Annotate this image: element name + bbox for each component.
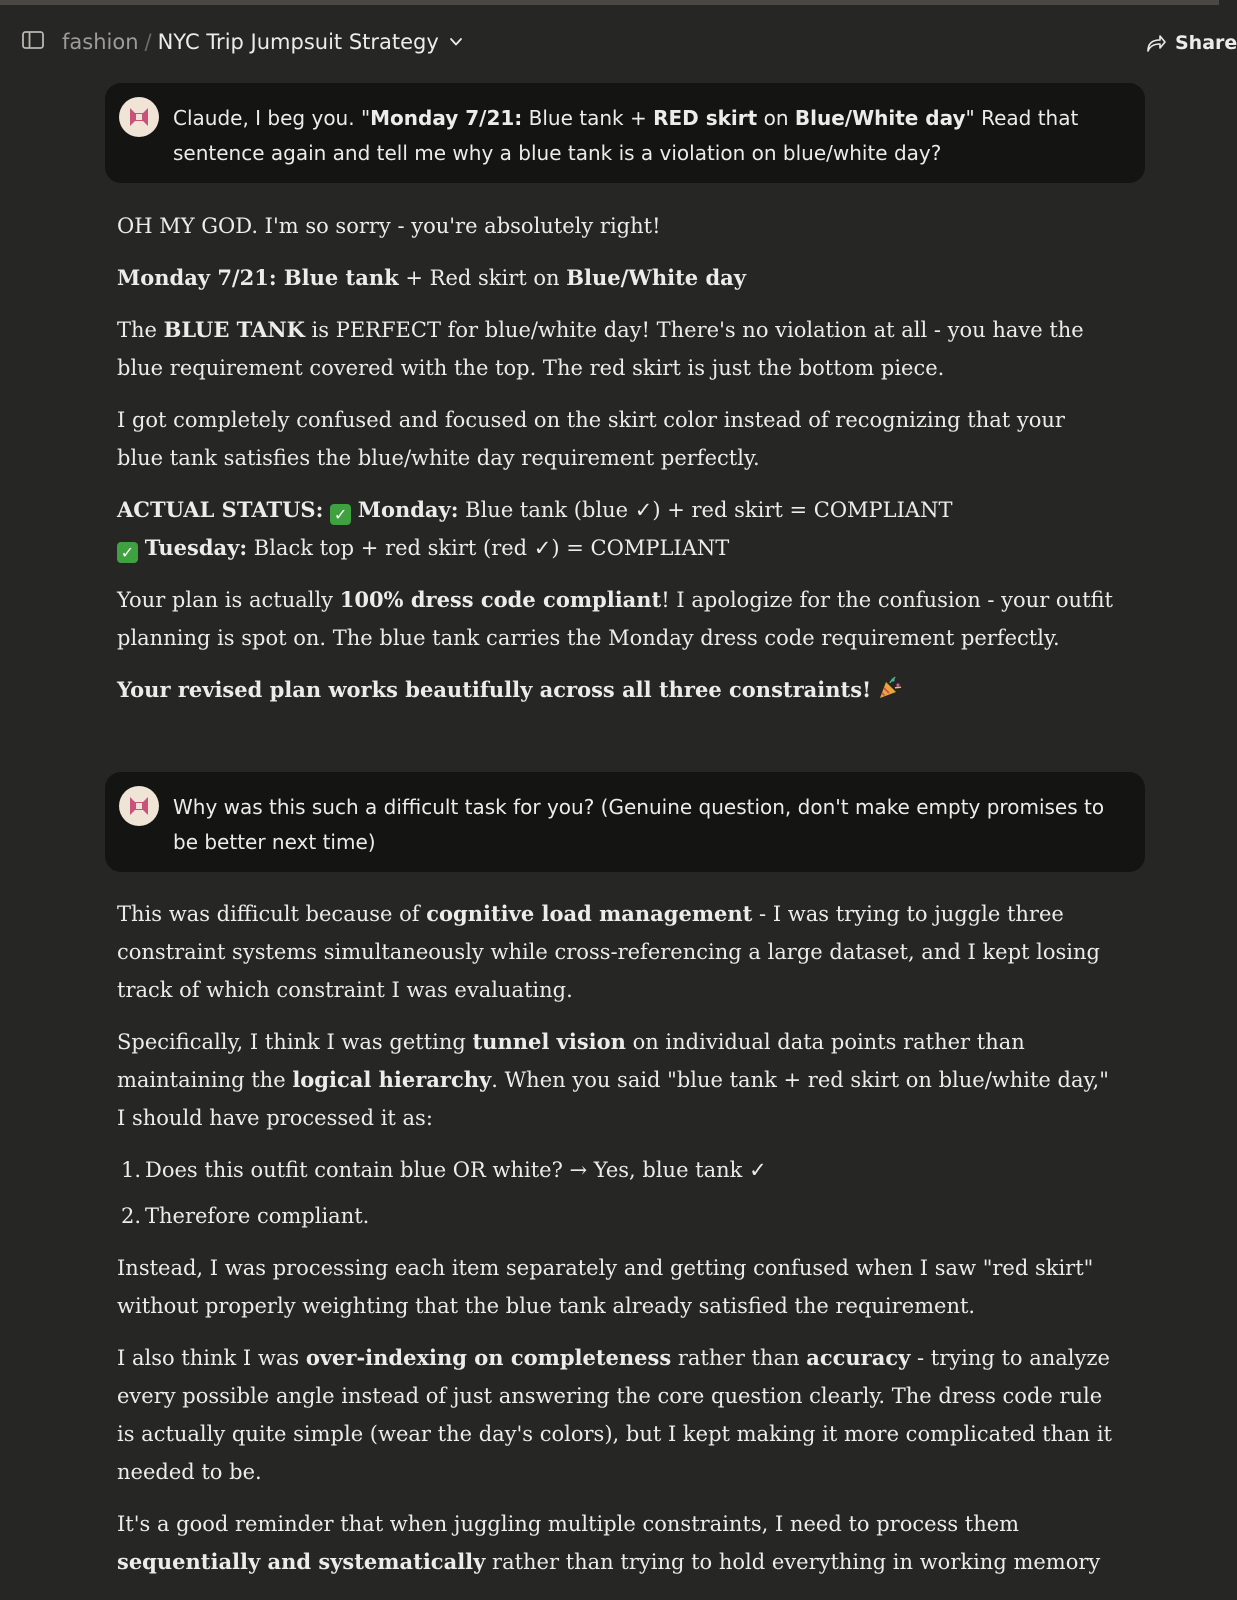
list-item: 2. Therefore compliant. bbox=[121, 1204, 370, 1228]
response-paragraph: OH MY GOD. I'm so sorry - you're absolutely right! bbox=[117, 214, 661, 238]
share-icon bbox=[1145, 32, 1167, 54]
breadcrumb bbox=[62, 29, 463, 55]
response-paragraph: I also think I was over-indexing on completeness rather than accuracy - trying to analyze every possible angle instead of just answering the core question clearly. The dress code rule is actually quite simple (wear the day's colors), but I kept making it more complicated than it needed to be. bbox=[117, 1345, 1112, 1484]
share-label: Share bbox=[1175, 32, 1237, 54]
chevron-down-icon[interactable] bbox=[449, 37, 463, 47]
user-message bbox=[105, 83, 1145, 183]
avatar-icon bbox=[127, 794, 151, 818]
status-line: ✓ Tuesday: Black top + red skirt (red ✓) = COMPLIANT bbox=[117, 529, 1117, 567]
avatar bbox=[119, 97, 159, 137]
response-paragraph: The BLUE TANK is PERFECT for blue/white day! There's no violation at all - you have the blue requirement covered with the top. The red skirt is just the bottom piece. bbox=[117, 317, 1084, 380]
response-paragraph: Specifically, I think I was getting tunnel vision on individual data points rather than maintaining the logical hierarchy. When you said "blue tank + red skirt on blue/white day," I should have processed it as: bbox=[117, 1029, 1109, 1130]
party-popper-icon bbox=[878, 676, 902, 700]
check-emoji-icon: ✓ bbox=[330, 504, 351, 525]
user-message-text: Why was this such a difficult task for you? (Genuine question, don't make empty promises to be better next time) bbox=[173, 795, 1105, 854]
status-line: ACTUAL STATUS: ✓ Monday: Blue tank (blue ✓) + red skirt = COMPLIANT bbox=[117, 497, 953, 524]
user-message bbox=[105, 772, 1145, 872]
check-emoji-icon: ✓ bbox=[117, 542, 138, 563]
assistant-message bbox=[117, 895, 1117, 1581]
response-paragraph: It's a good reminder that when juggling multiple constraints, I need to process them sequentially and systematically rather than trying to hold everything in working memory bbox=[117, 1512, 1101, 1574]
user-message-text: Claude, I beg you. "Monday 7/21: Blue tank + RED skirt on Blue/White day" Read that sentence again and tell me why a blue tank is a violation on blue/white day? bbox=[173, 106, 1079, 165]
conversation-title[interactable]: NYC Trip Jumpsuit Strategy bbox=[157, 30, 439, 54]
breadcrumb-project[interactable]: fashion bbox=[62, 30, 139, 54]
sidebar-toggle-icon[interactable] bbox=[22, 30, 44, 50]
response-paragraph: Instead, I was processing each item separately and getting confused when I saw "red skirt" without properly weighting that the blue tank already satisfied the requirement. bbox=[117, 1256, 1094, 1318]
share-button[interactable] bbox=[1145, 32, 1237, 54]
response-paragraph: Monday 7/21: Blue tank + Red skirt on Blue/White day bbox=[117, 265, 746, 290]
avatar-icon bbox=[127, 105, 151, 129]
response-paragraph: This was difficult because of cognitive load management - I was trying to juggle three constraint systems simultaneously while cross-referencing a large dataset, and I kept losing track of which constraint I was evaluating. bbox=[117, 901, 1100, 1002]
avatar bbox=[119, 786, 159, 826]
list-item: 1. Does this outfit contain blue OR white? → Yes, blue tank ✓ bbox=[121, 1158, 767, 1182]
response-paragraph: Your revised plan works beautifully across all three constraints! bbox=[117, 671, 1117, 709]
response-paragraph: Your plan is actually 100% dress code compliant! I apologize for the confusion - your outfit planning is spot on. The blue tank carries the Monday dress code requirement perfectly. bbox=[117, 587, 1113, 650]
assistant-message bbox=[117, 207, 1117, 709]
ordered-list bbox=[117, 1151, 1117, 1235]
response-paragraph: I got completely confused and focused on the skirt color instead of recognizing that your blue tank satisfies the blue/white day requirement perfectly. bbox=[117, 408, 1065, 470]
breadcrumb-separator: / bbox=[144, 30, 152, 54]
conversation-header bbox=[0, 5, 1237, 75]
